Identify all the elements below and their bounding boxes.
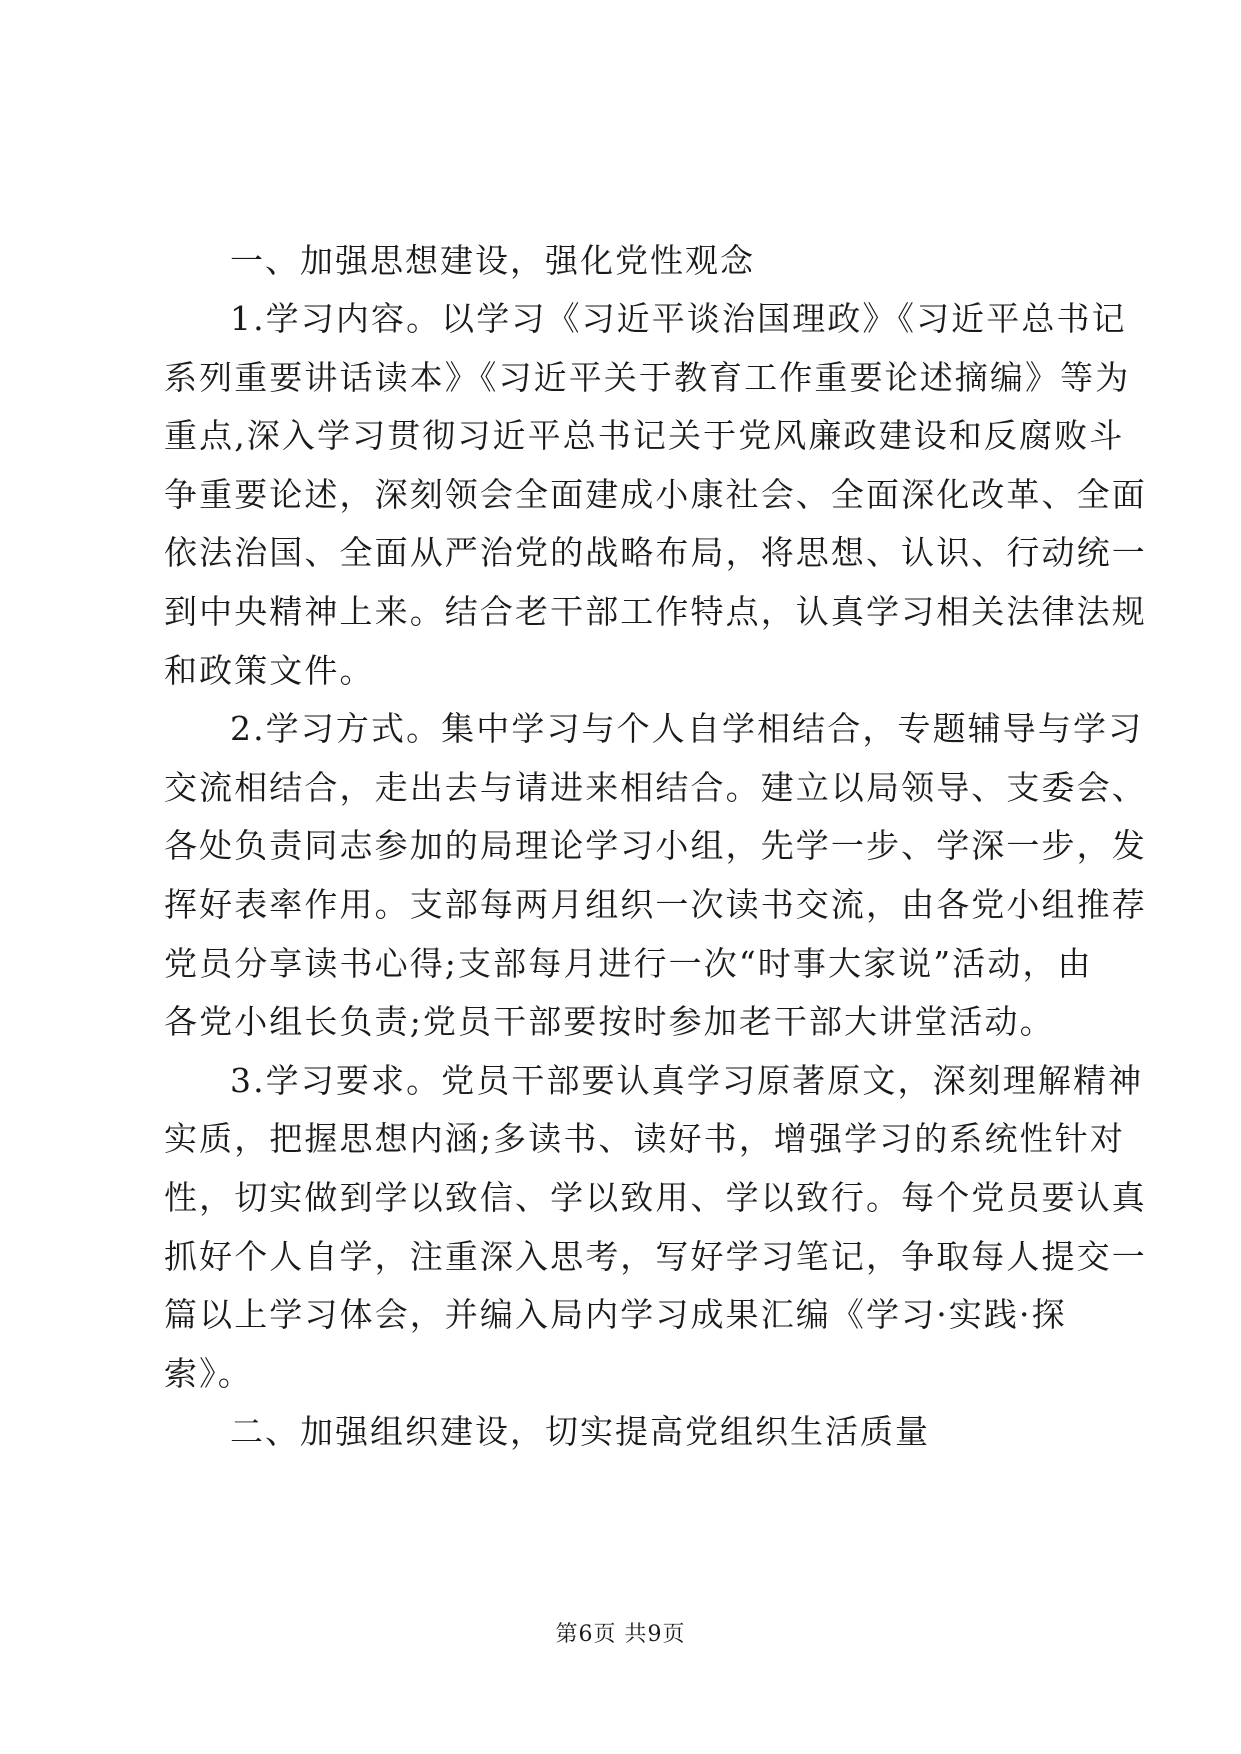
text-line: 3.学习要求。党员干部要认真学习原著原文，深刻理解精神	[230, 1060, 1144, 1100]
text-line: 重点,深入学习贯彻习近平总书记关于党风廉政建设和反腐败斗	[164, 416, 1125, 456]
text-line: 挥好表率作用。支部每两月组织一次读书交流，由各党小组推荐	[164, 884, 1147, 924]
text-line: 抓好个人自学，注重深入思考，写好学习笔记，争取每人提交一	[164, 1236, 1147, 1276]
paragraph-study-requirements	[164, 1052, 1147, 1404]
text-line: 2.学习方式。集中学习与个人自学相结合，专题辅导与学习	[230, 709, 1144, 749]
paragraph-study-method	[164, 700, 1147, 1052]
text-line: 系列重要讲话读本》《习近平关于教育工作重要论述摘编》等为	[164, 357, 1131, 397]
text-line: 各党小组长负责;党员干部要按时参加老干部大讲堂活动。	[164, 1002, 1055, 1042]
text-line: 索》。	[164, 1353, 253, 1393]
text-line: 和政策文件。	[164, 650, 375, 690]
text-line: 争重要论述，深刻领会全面建成小康社会、全面深化改革、全面	[164, 474, 1147, 514]
page-number-footer: 第6页 共9页	[555, 1622, 686, 1647]
text-line: 篇以上学习体会，并编入局内学习成果汇编《学习·实践·探	[164, 1295, 1067, 1335]
text-line: 依法治国、全面从严治党的战略布局，将思想、认识、行动统一	[164, 533, 1147, 573]
document-body	[164, 232, 1147, 1461]
section-heading-1: 一、加强思想建设，强化党性观念	[230, 241, 755, 280]
text-line: 1.学习内容。以学习《习近平谈治国理政》《习近平总书记	[230, 299, 1127, 338]
text-line: 党员分享读书心得;支部每月进行一次“时事大家说”活动，由	[164, 943, 1093, 983]
text-line: 交流相结合，走出去与请进来相结合。建立以局领导、支委会、	[164, 767, 1147, 807]
text-line: 实质，把握思想内涵;多读书、读好书，增强学习的系统性针对	[164, 1119, 1125, 1159]
section-heading-2: 二、加强组织建设，切实提高党组织生活质量	[230, 1412, 930, 1452]
text-line: 性，切实做到学以致信、学以致用、学以致行。每个党员要认真	[164, 1177, 1147, 1217]
paragraph-study-content	[164, 290, 1147, 700]
text-line: 各处负责同志参加的局理论学习小组，先学一步、学深一步，发	[164, 826, 1147, 866]
text-line: 到中央精神上来。结合老干部工作特点，认真学习相关法律法规	[164, 591, 1147, 631]
